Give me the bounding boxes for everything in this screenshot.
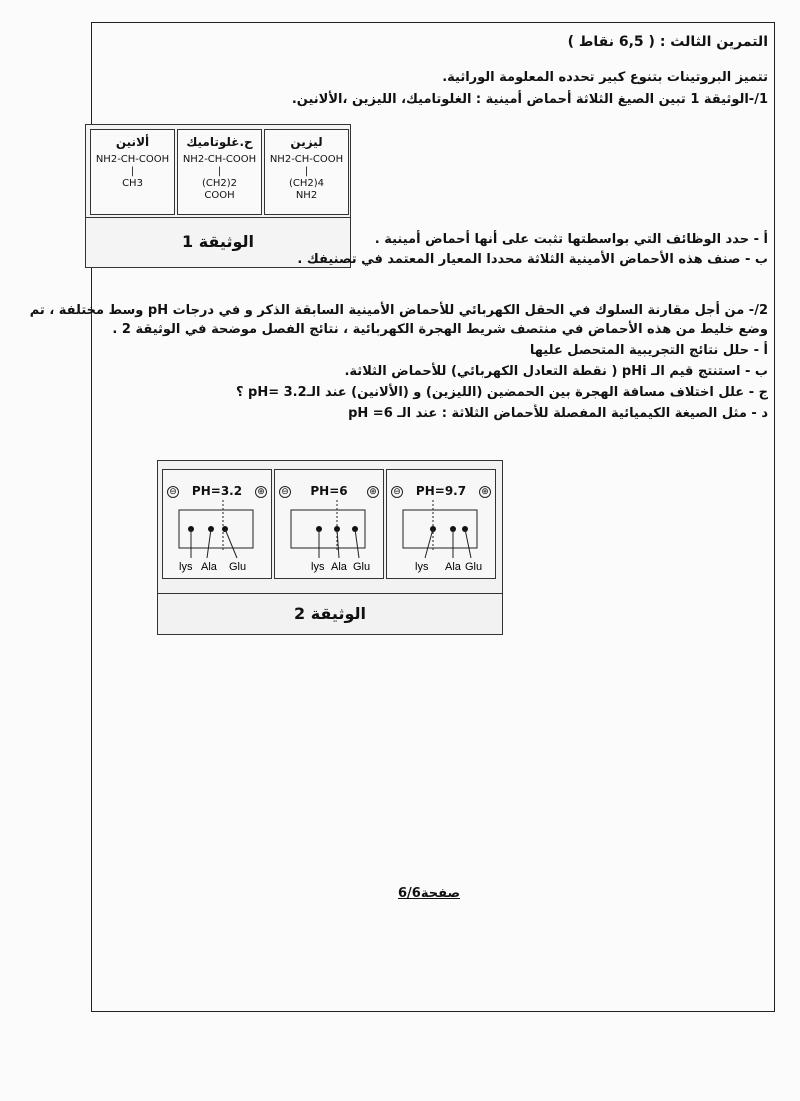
part2-question-c: ج - علل اختلاف مسافة الهجرة بين الحمضين (الليزين) و (الألانين) عند الـpH= 3.2 ؟ <box>235 385 768 400</box>
electrophoresis-strip <box>387 470 495 578</box>
formula-lysine <box>264 129 349 215</box>
exercise-title: التمرين الثالث : ( 6,5 نقاط ) <box>567 34 768 50</box>
electrophoresis-panel-ph3-2 <box>162 469 272 579</box>
ph-label: PH=3.2 <box>191 484 243 498</box>
part2-question-d: د - مثل الصيغة الكيميائية المفصلة للأحماض الثلاثة : عند الـ pH =6 <box>348 406 768 421</box>
document-2-caption: الوثيقة 2 <box>158 593 502 634</box>
formula-bond: | <box>304 166 309 177</box>
formula-glutamic <box>177 129 262 215</box>
label-lys: lys <box>179 561 193 573</box>
amino-acid-name: ح.غلوتاميك <box>186 135 253 149</box>
formula-line: COOH <box>204 190 235 201</box>
electrophoresis-strip <box>163 470 271 578</box>
label-glu: Glu <box>229 561 247 573</box>
formula-line: NH2-CH-COOH <box>95 154 170 165</box>
document-1-caption: الوثيقة 1 <box>86 217 350 266</box>
formula-line: CH3 <box>122 178 143 189</box>
formula-line: NH2-CH-COOH <box>182 154 257 165</box>
ph-label: PH=6 <box>310 484 348 498</box>
label-ala: Ala <box>331 561 347 573</box>
formula-line: NH2-CH-COOH <box>269 154 344 165</box>
document-2 <box>157 460 503 635</box>
part2-statement-1: 2/- من أجل مقارنة السلوك في الحقل الكهربائي للأحماض الأمينية السابقة الذكر و في درجات pH وسط مختلفة ، تم <box>29 303 768 318</box>
label-glu: Glu <box>353 561 371 573</box>
amino-acid-name: ألانين <box>115 135 150 149</box>
page-number: صفحة6/6 <box>398 886 461 901</box>
label-glu: Glu <box>465 561 483 573</box>
formula-bond: | <box>217 166 222 177</box>
document-1 <box>85 124 351 268</box>
anode-plus-icon: ⊕ <box>367 486 379 498</box>
cathode-minus-icon: ⊖ <box>391 486 403 498</box>
part2-question-a: أ - حلل نتائج التجريبية المتحصل عليها <box>529 343 768 358</box>
label-lys: lys <box>415 561 429 573</box>
label-ala: Ala <box>445 561 461 573</box>
anode-plus-icon: ⊕ <box>479 486 491 498</box>
formula-bond: | <box>130 166 135 177</box>
anode-plus-icon: ⊕ <box>255 486 267 498</box>
part1-statement: 1/-الوثيقة 1 تبين الصيغ الثلاثة أحماض أمينية : الغلوتاميك، الليزين ،الألانين. <box>291 92 768 107</box>
electrophoresis-panel-ph6 <box>274 469 384 579</box>
label-lys: lys <box>311 561 325 573</box>
formula-line: (CH2)2 <box>201 178 238 189</box>
cathode-minus-icon: ⊖ <box>167 486 179 498</box>
formula-line: NH2 <box>295 190 318 201</box>
cathode-minus-icon: ⊖ <box>279 486 291 498</box>
part1-question-a: أ - حدد الوظائف التي بواسطتها تثبت على أنها أحماض أمينية . <box>374 232 768 247</box>
label-ala: Ala <box>201 561 217 573</box>
electrophoresis-strip <box>275 470 383 578</box>
electrophoresis-panel-ph9-7 <box>386 469 496 579</box>
ph-label: PH=9.7 <box>415 484 467 498</box>
formula-line: (CH2)4 <box>288 178 325 189</box>
amino-acid-name: ليزين <box>290 135 323 149</box>
part2-question-b: ب - استنتج قيم الـ pHi ( نقطة التعادل الكهربائي) للأحماض الثلاثة. <box>344 364 768 379</box>
part2-statement-2: وضع خليط من هذه الأحماض في منتصف شريط الهجرة الكهربائية ، نتائج الفصل موضحة في الوثيقة 2 . <box>112 322 768 337</box>
intro-text: تتميز البروتينات بتنوع كبير تحدده المعلومة الوراثية. <box>442 70 768 85</box>
formula-alanine <box>90 129 175 215</box>
part1-question-b: ب - صنف هذه الأحماض الأمينية الثلاثة محددا المعيار المعتمد في تصنيفك . <box>297 252 768 267</box>
